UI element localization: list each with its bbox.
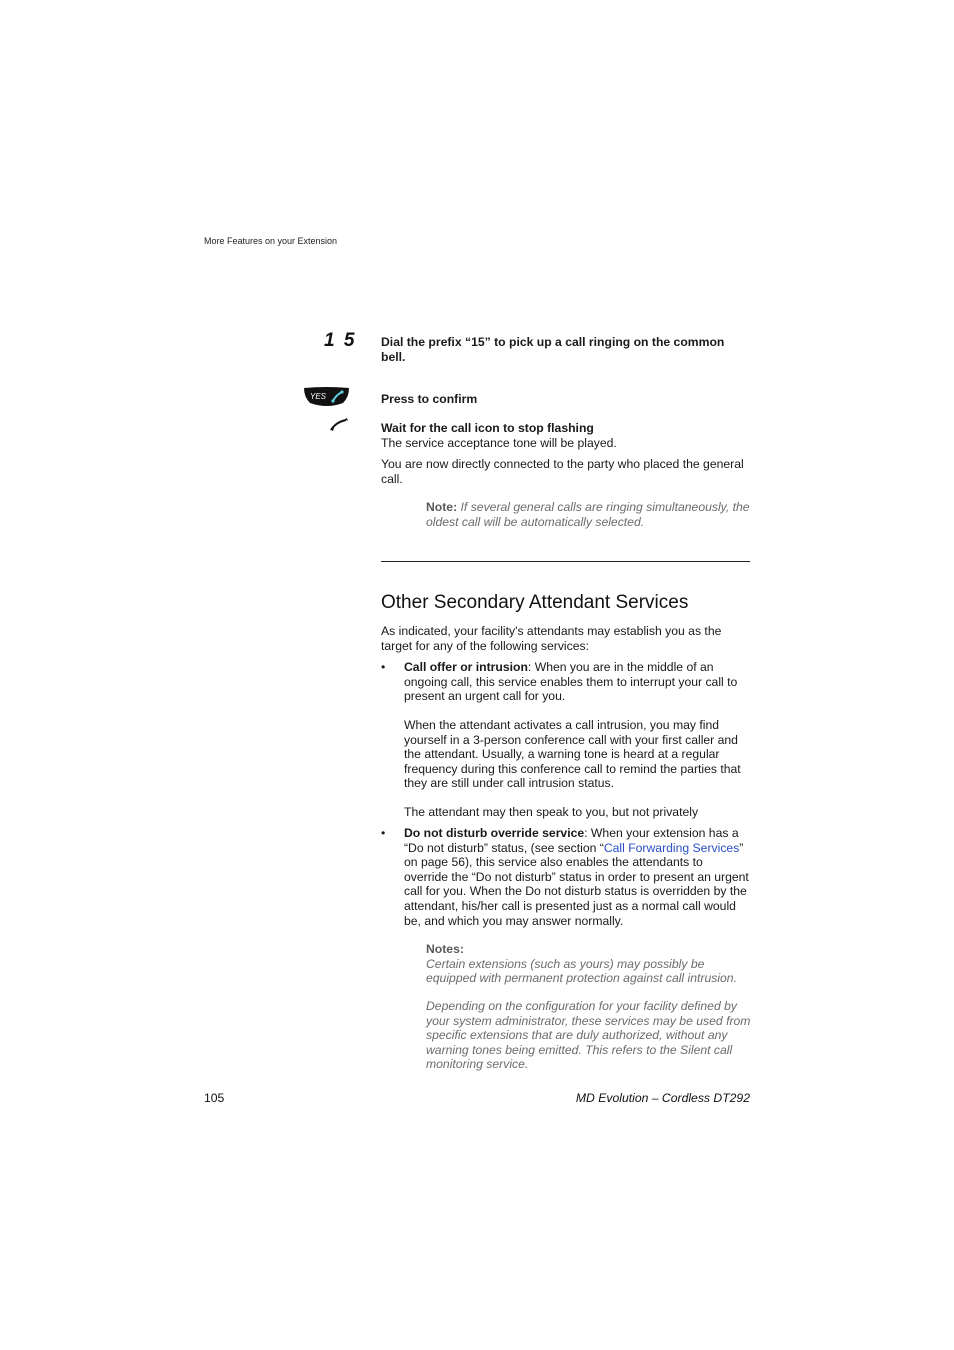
section-intro: As indicated, your facility's attendants may establish you as the target for any of the following services: <box>381 624 722 653</box>
call-offer-paragraph: When the attendant activates a call intrusion, you may find yourself in a 3-person conference call with your first caller and the attendant. Usually, a warning tone is heard at a regular frequency during this conference call to remind the parties that they are still under call intrusion status. <box>404 718 741 791</box>
dial-instruction: Dial the prefix “15” to pick up a call ringing on the common bell. <box>381 335 725 364</box>
section-divider <box>381 561 750 562</box>
notes-block <box>426 942 751 986</box>
item-desc: : When you are in the middle of an ongoing call, this service enables them to interrupt your call to present an urgent call for you. <box>404 660 738 704</box>
yes-key-icon <box>303 387 350 408</box>
dial-key-label: 1 5 <box>324 330 357 351</box>
call-forwarding-link[interactable]: Call Forwarding Services <box>603 840 740 855</box>
connected-text: You are now directly connected to the party who placed the general call. <box>381 457 744 486</box>
list-item-call-offer <box>404 660 750 704</box>
notes-text-1: Certain extensions (such as yours) may possibly be equipped with permanent protection against call intrusion. <box>426 956 737 986</box>
bullet-marker: • <box>381 660 386 674</box>
running-head: More Features on your Extension <box>204 236 338 246</box>
item-desc-b: ” on page 56), this service also enables the attendants to override the “Do not disturb” status in order to present an urgent call for you. When the Do not disturb status is overridden by the attendant, his/her call is presented just as a normal call would be, and which you may answer normally. <box>404 840 749 928</box>
document-title: MD Evolution – Cordless DT292 <box>575 1091 750 1105</box>
page-number: 105 <box>204 1091 225 1105</box>
note-text: If several general calls are ringing simultaneously, the oldest call will be automatically selected. <box>426 500 750 529</box>
notes-label: Notes: <box>426 942 464 956</box>
note-label: Note: <box>426 500 458 514</box>
item-term: Call offer or intrusion <box>404 660 528 674</box>
confirm-instruction: Press to confirm <box>381 392 478 406</box>
item-term-2: Do not disturb override service <box>404 826 585 840</box>
bullet-marker-2: • <box>381 826 386 840</box>
list-item-do-not-disturb <box>404 826 750 928</box>
handset-icon <box>329 418 350 432</box>
note-block <box>426 500 751 529</box>
notes-text-2: Depending on the configuration for your facility defined by your system administrator, these services may be used from specific extensions that are duly authorized, without any warning tones being emitted. This refers to the Silent call monitoring service. <box>426 999 751 1072</box>
call-offer-paragraph-2: The attendant may then speak to you, but not privately <box>404 805 699 819</box>
yes-key-label: YES <box>310 392 327 401</box>
wait-instruction: Wait for the call icon to stop flashing <box>381 421 594 435</box>
wait-detail: The service acceptance tone will be played. <box>381 436 617 450</box>
section-title: Other Secondary Attendant Services <box>381 592 689 613</box>
item-desc-a: : When your extension has a “Do not disturb” status, (see section “ <box>404 826 739 855</box>
